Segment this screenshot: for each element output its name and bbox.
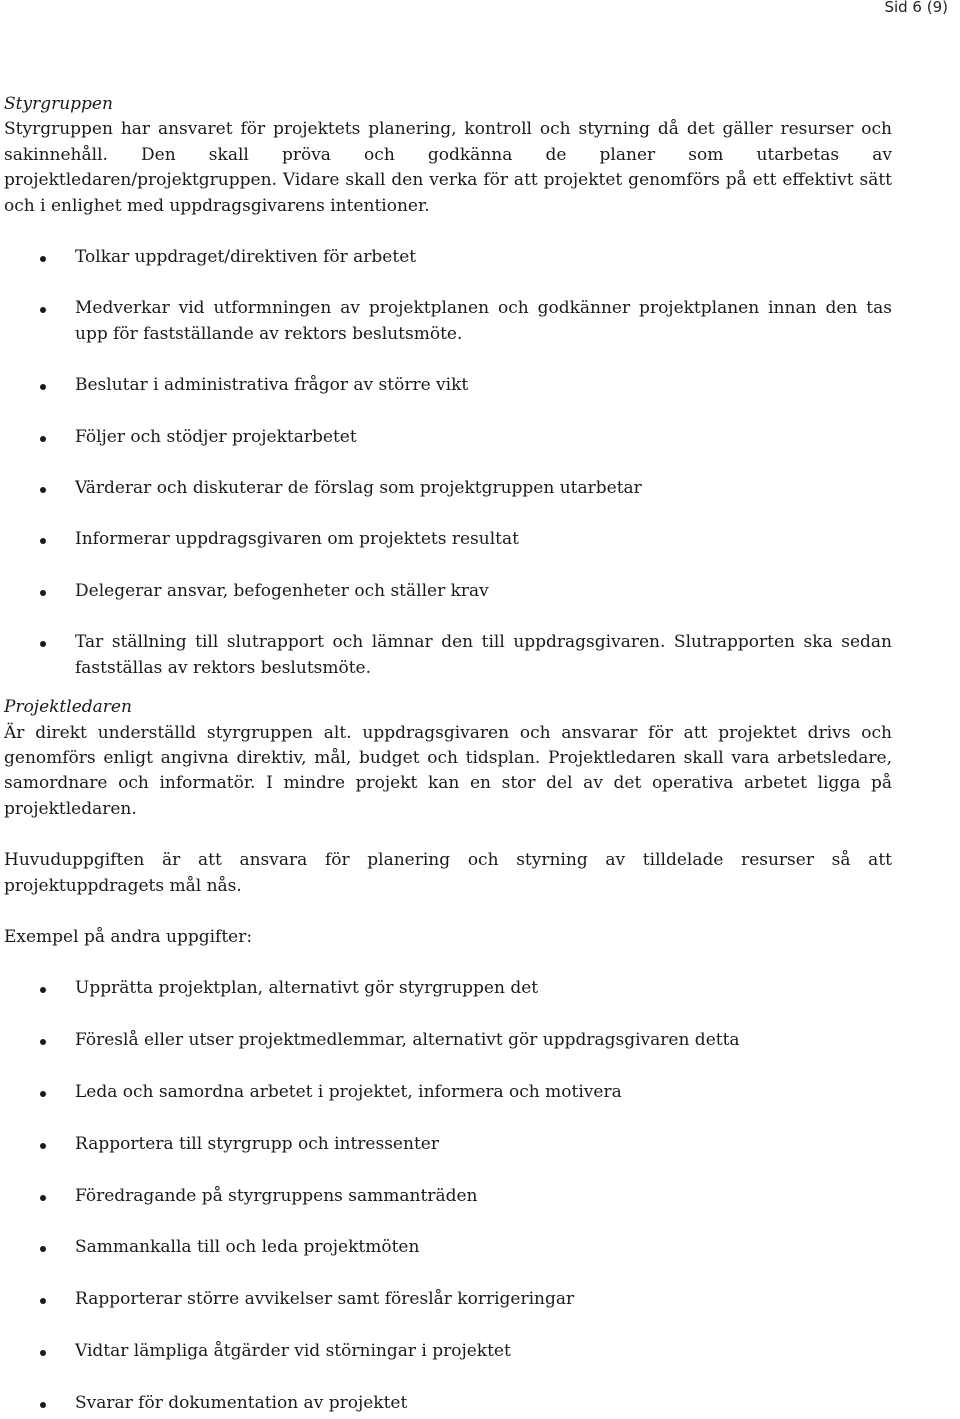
document-body	[4, 92, 892, 1416]
list-item-text: Rapporterar större avvikelser samt föreslår korrigeringar	[75, 1289, 575, 1310]
bullet-icon	[40, 1143, 46, 1149]
bullet-icon	[40, 641, 46, 647]
bullet-icon	[40, 1350, 46, 1356]
list-item-text: Vidtar lämpliga åtgärder vid störningar i projektet	[75, 1340, 511, 1361]
bullet-icon	[40, 590, 46, 596]
list-item-text: Upprätta projektplan, alternativt gör styrgruppen det	[75, 978, 539, 999]
bullet-icon	[40, 436, 46, 442]
list-item-text: Föredragande på styrgruppens sammanträden	[75, 1185, 478, 1206]
page-number: Sid 6 (9)	[884, 0, 948, 16]
styrgruppen-paragraph: Styrgruppen har ansvaret för projektets planering, kontroll och styrning då det gäller resurser och sakinnehåll. Den skall pröva och godkänna de planer som utarbetas av projektledaren/projektgruppen. Vidare skall den verka för att projektet genomförs på ett effektivt sätt och i enlighet med uppdragsgivarens intentioner.	[4, 119, 892, 216]
section-heading-projektledaren: Projektledaren	[4, 697, 132, 718]
list-item-text: Informerar uppdragsgivaren om projektets resultat	[75, 529, 519, 550]
list-item	[4, 630, 892, 681]
list-item	[4, 1184, 892, 1209]
list-item-text: Beslutar i administrativa frågor av större vikt	[75, 375, 469, 396]
bullet-icon	[40, 384, 46, 390]
projektledaren-paragraph-1: Är direkt underställd styrgruppen alt. uppdragsgivaren och ansvarar för att projektet drivs och genomförs enligt angivna direktiv, mål, budget och tidsplan. Projektledaren skall vara arbetsledare, samordnare och informatör. I mindre projekt kan en stor del av det operativa arbetet ligga på projektledaren.	[4, 722, 892, 819]
list-item	[4, 245, 892, 270]
projektledaren-list	[4, 976, 892, 1416]
list-item	[4, 1287, 892, 1312]
examples-heading: Exempel på andra uppgifter:	[4, 926, 253, 947]
list-item-text: Föreslå eller utser projektmedlemmar, alternativt gör uppdragsgivaren detta	[75, 1030, 740, 1051]
list-item-text: Sammankalla till och leda projektmöten	[75, 1237, 420, 1258]
bullet-icon	[40, 307, 46, 313]
bullet-icon	[40, 1402, 46, 1408]
list-item	[4, 1235, 892, 1260]
list-item-text: Svarar för dokumentation av projektet	[75, 1392, 408, 1413]
bullet-icon	[40, 487, 46, 493]
list-item-text: Tar ställning till slutrapport och lämnar den till uppdragsgivaren. Slutrapporten ska sedan fastställas av rektors beslutsmöte.	[75, 632, 892, 678]
projektledaren-paragraph-2: Huvuduppgiften är att ansvara för planering och styrning av tilldelade resurser så att projektuppdragets mål nås.	[4, 850, 892, 896]
list-item-text: Värderar och diskuterar de förslag som projektgruppen utarbetar	[75, 478, 642, 499]
list-item	[4, 296, 892, 347]
list-item	[4, 1028, 892, 1053]
list-item-text: Tolkar uppdraget/direktiven för arbetet	[75, 247, 417, 268]
list-item-text: Rapportera till styrgrupp och intressenter	[75, 1133, 439, 1154]
bullet-icon	[40, 1246, 46, 1252]
bullet-icon	[40, 1039, 46, 1045]
styrgruppen-list	[4, 245, 892, 681]
bullet-icon	[40, 538, 46, 544]
list-item	[4, 1080, 892, 1105]
list-item	[4, 373, 892, 398]
bullet-icon	[40, 987, 46, 993]
list-item	[4, 527, 892, 552]
bullet-icon	[40, 1195, 46, 1201]
list-item-text: Följer och stödjer projektarbetet	[75, 426, 357, 447]
list-item-text: Leda och samordna arbetet i projektet, informera och motivera	[75, 1081, 622, 1102]
list-item	[4, 1339, 892, 1364]
list-item	[4, 976, 892, 1001]
bullet-icon	[40, 1091, 46, 1097]
list-item	[4, 1391, 892, 1416]
list-item	[4, 1132, 892, 1157]
bullet-icon	[40, 256, 46, 262]
section-heading-styrgruppen: Styrgruppen	[4, 94, 113, 114]
list-item-text: Delegerar ansvar, befogenheter och ställer krav	[75, 580, 489, 601]
list-item	[4, 579, 892, 604]
list-item	[4, 476, 892, 501]
list-item	[4, 425, 892, 450]
list-item-text: Medverkar vid utformningen av projektplanen och godkänner projektplanen innan den tas upp för fastställande av rektors beslutsmöte.	[75, 298, 892, 344]
bullet-icon	[40, 1298, 46, 1304]
